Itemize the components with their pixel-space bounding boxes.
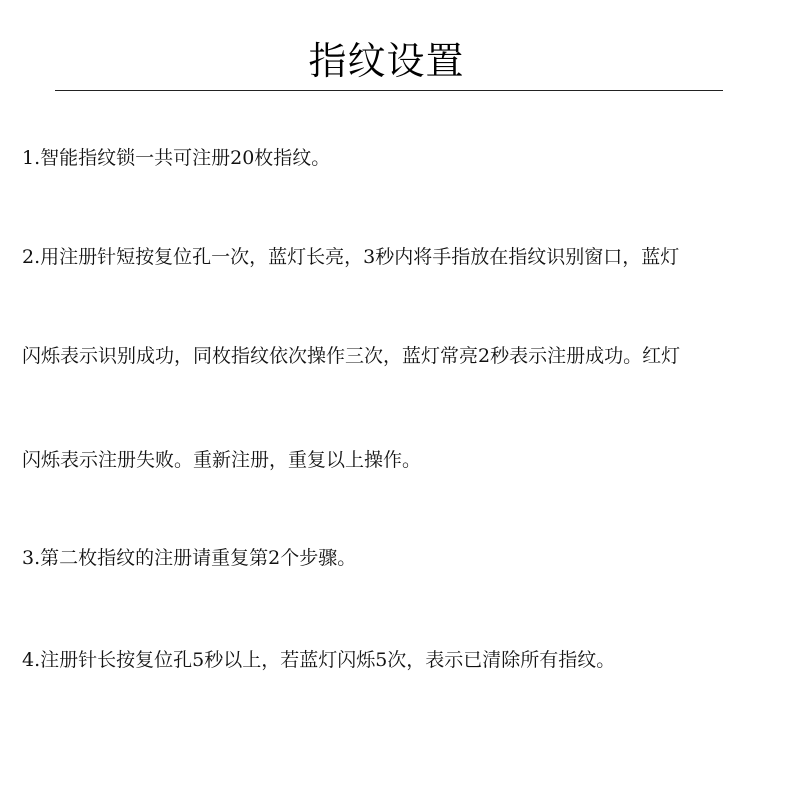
instruction-line-1: 1.智能指纹锁一共可注册20枚指纹。 bbox=[22, 147, 331, 169]
instruction-line-4: 闪烁表示注册失败。重新注册，重复以上操作。 bbox=[22, 449, 422, 471]
instruction-line-2: 2.用注册针短按复位孔一次，蓝灯长亮，3秒内将手指放在指纹识别窗口，蓝灯 bbox=[22, 246, 680, 268]
instruction-line-6: 4.注册针长按复位孔5秒以上，若蓝灯闪烁5次，表示已清除所有指纹。 bbox=[22, 649, 616, 671]
title-divider bbox=[55, 90, 723, 91]
instruction-line-3: 闪烁表示识别成功，同枚指纹依次操作三次，蓝灯常亮2秒表示注册成功。红灯 bbox=[22, 345, 681, 367]
page-title: 指纹设置 bbox=[308, 39, 465, 83]
instruction-line-5: 3.第二枚指纹的注册请重复第2个步骤。 bbox=[22, 547, 357, 569]
